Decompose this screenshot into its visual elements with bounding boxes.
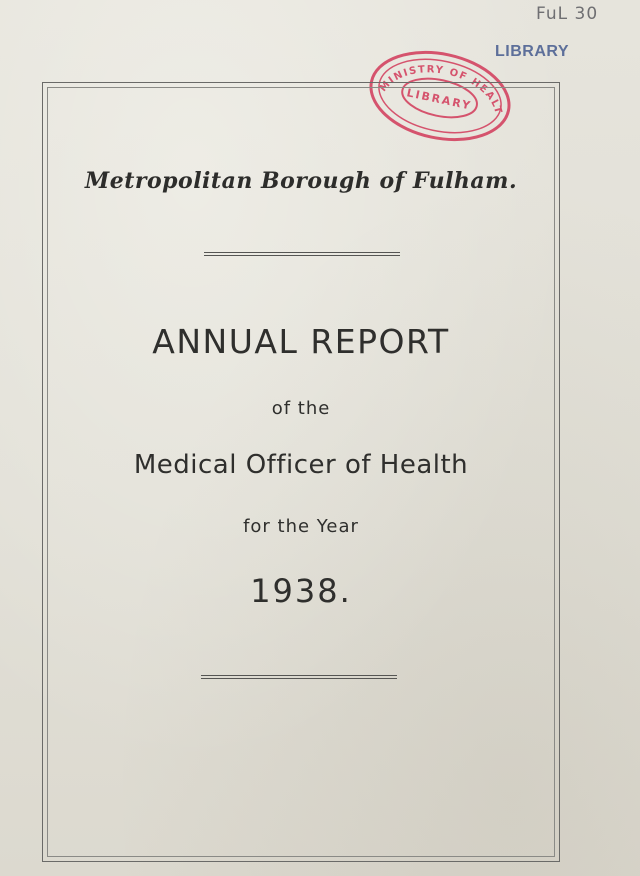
report-title: ANNUAL REPORT [152,322,450,361]
for-the-year-text: for the Year [243,516,359,537]
of-the-text: of the [271,398,331,419]
top-double-rule [204,252,400,256]
seal-outer-text: MINISTRY OF HEALTH [377,64,504,116]
seal-inner-text: LIBRARY [405,86,474,113]
officer-title: Medical Officer of Health [133,450,469,480]
bottom-double-rule [201,675,397,679]
pencil-annotation: FuL 30 [536,4,599,24]
borough-heading: Metropolitan Borough of Fulham. [84,168,518,194]
report-year: 1938. [250,572,352,610]
library-stamp: LIBRARY [495,43,570,60]
